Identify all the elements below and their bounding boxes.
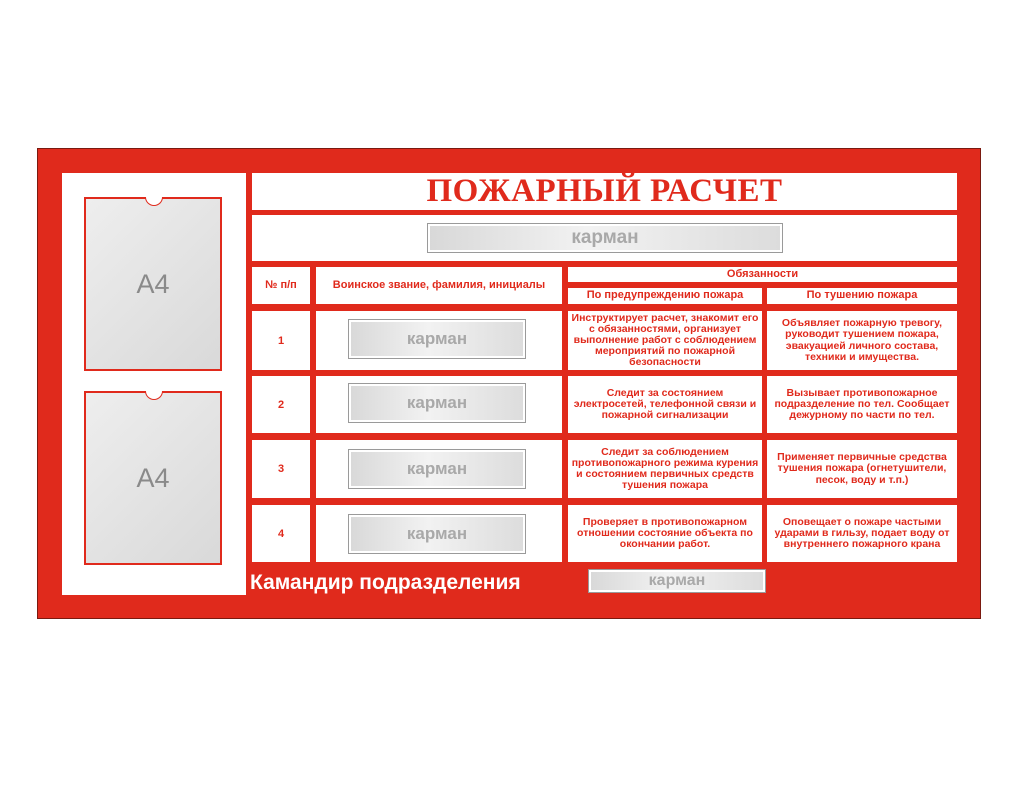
header-extinguishing: По тушению пожара [767, 288, 957, 304]
row-4-name [316, 505, 562, 562]
row-1-extinguishing: Объявляет пожарную тревогу, руководит тушением пожара, эвакуацией личного состава, техники и имущества. [767, 311, 957, 370]
row-4-extinguishing: Оповещает о пожаре частыми ударами в гильзу, подает воду от внутреннего пожарного крана [767, 505, 957, 562]
row-3-name [316, 440, 562, 498]
pocket-row-4: карман [348, 514, 526, 554]
header-prevention: По предупреждению пожара [568, 288, 762, 304]
row-3-num: 3 [252, 440, 310, 498]
row-1-name [316, 311, 562, 370]
header-name: Воинское звание, фамилия, инициалы [316, 267, 562, 304]
header-num: № п/п [252, 267, 310, 304]
row-4-prevention: Проверяет в противопожарном отношении состояние объекта по окончании работ. [568, 505, 762, 562]
fire-crew-board [37, 148, 981, 619]
header-duties: Обязанности [568, 267, 957, 282]
a4-pockets-panel [62, 173, 246, 595]
pocket-row-1: карман [348, 319, 526, 359]
top-pocket-strip [252, 215, 957, 261]
row-1-num: 1 [252, 311, 310, 370]
board-title: ПОЖАРНЫЙ РАСЧЕТ [252, 173, 957, 210]
pocket-notch [145, 391, 163, 400]
commander-label: Камандир подразделения [250, 571, 521, 594]
pocket-row-3: карман [348, 449, 526, 489]
pocket-row-2: карман [348, 383, 526, 423]
row-3-prevention: Следит за соблюдением противопожарного режима курения и состоянием первичных средств тушения пожара [568, 440, 762, 498]
a4-pocket-top [84, 197, 222, 371]
row-2-name [316, 376, 562, 433]
pocket-commander: карман [588, 569, 766, 593]
row-1-prevention: Инструктирует расчет, знакомит его с обязанностями, организует выполнение работ с соблюдением мероприятий по пожарной безопасности [568, 311, 762, 370]
row-2-prevention: Следит за состоянием электросетей, телефонной связи и пожарной сигнализации [568, 376, 762, 433]
a4-label: А4 [136, 462, 170, 493]
a4-label: А4 [136, 268, 170, 299]
row-3-extinguishing: Применяет первичные средства тушения пожара (огнетушители, песок, воду и т.п.) [767, 440, 957, 498]
a4-pocket-bottom [84, 391, 222, 565]
row-4-num: 4 [252, 505, 310, 562]
row-2-extinguishing: Вызывает противопожарное подразделение по тел. Сообщает дежурному по части по тел. [767, 376, 957, 433]
pocket-notch [145, 197, 163, 206]
pocket-top: карман [427, 223, 783, 253]
row-2-num: 2 [252, 376, 310, 433]
